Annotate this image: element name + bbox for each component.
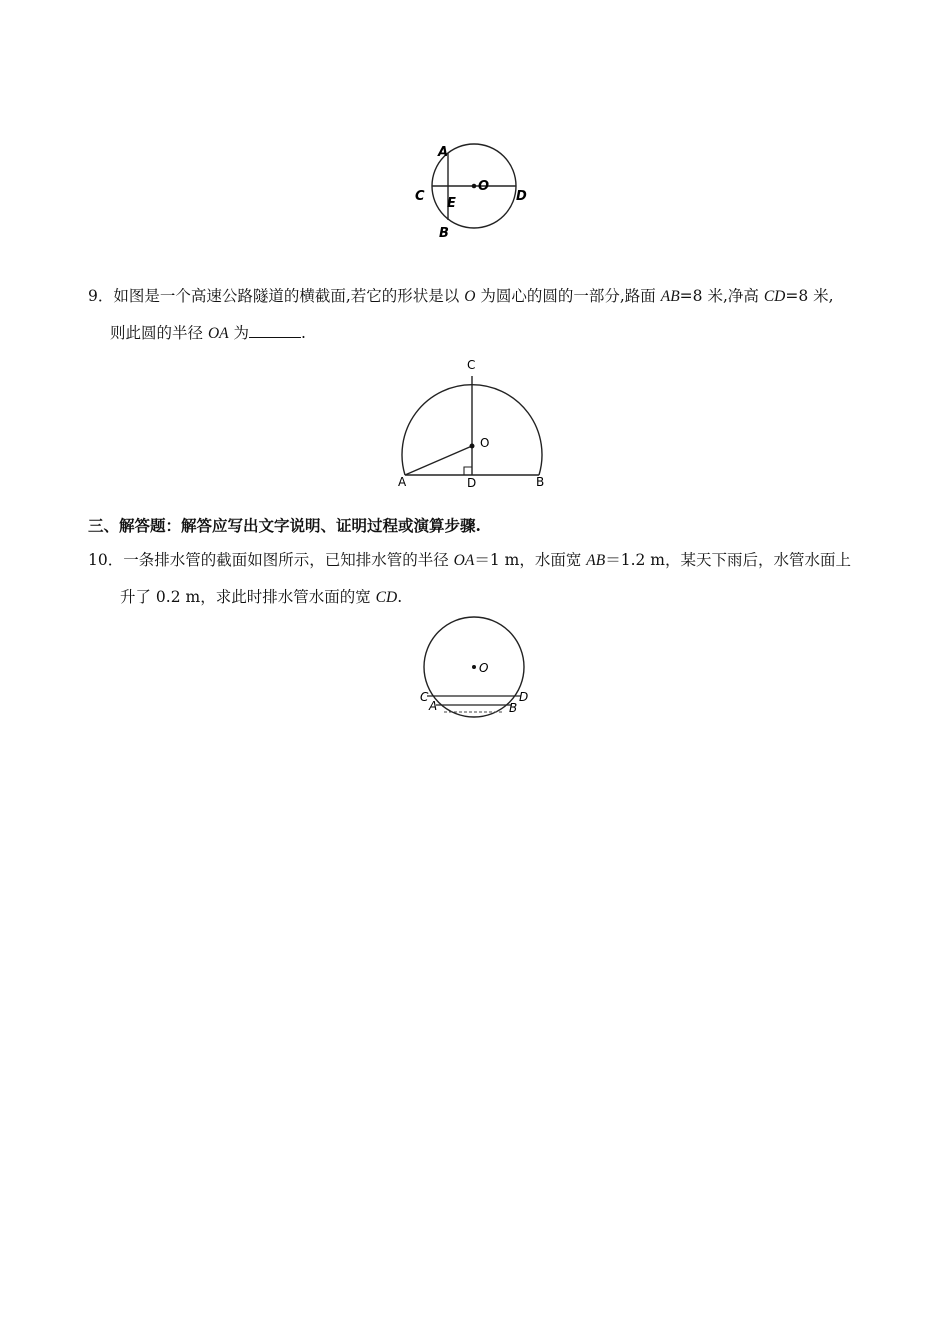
- question-9-line-2: [110, 322, 306, 345]
- label-o: O: [480, 436, 490, 450]
- label-c: C: [415, 189, 425, 204]
- q9-text-d: =8 米,: [785, 287, 834, 305]
- radius-oa: [405, 446, 472, 475]
- q10-text-b: ＝1 m，水面宽: [474, 551, 587, 569]
- q9-text-end: .: [301, 324, 306, 342]
- q9-text-e: 则此圆的半径: [110, 324, 208, 342]
- label-c: C: [467, 358, 476, 372]
- q9-text-c: =8 米,净高: [679, 287, 764, 305]
- q10-text-d: 升了 0.2 m，求此时排水管水面的宽: [120, 588, 376, 606]
- question-10-line-1: [88, 549, 851, 572]
- q10-text-a: 一条排水管的截面如图所示，已知排水管的半径: [123, 551, 454, 569]
- q10-text-c: ＝1.2 m，某天下雨后，水管水面上: [605, 551, 851, 569]
- figure-drain-pipe-cross-section: [410, 612, 540, 720]
- q10-var-cd: CD: [375, 589, 398, 606]
- figure-tunnel-cross-section: [395, 355, 555, 490]
- label-d: D: [519, 690, 529, 704]
- q9-var-o: O: [464, 288, 476, 305]
- center-point: [472, 665, 476, 669]
- label-b: B: [509, 701, 518, 715]
- q9-var-oa: OA: [207, 325, 229, 342]
- label-o: O: [478, 179, 490, 194]
- label-d: D: [516, 189, 527, 204]
- q9-var-cd: CD: [763, 288, 786, 305]
- label-b: B: [536, 475, 545, 489]
- q10-var-ab: AB: [586, 552, 606, 569]
- label-c: C: [420, 690, 429, 704]
- figure-circle-chord-ab-diameter-cd: [405, 138, 545, 244]
- center-point: [470, 444, 475, 449]
- center-point: [472, 184, 477, 189]
- label-a: A: [398, 475, 407, 489]
- section-3-heading: 三、解答题：解答应写出文字说明、证明过程或演算步骤.: [88, 516, 481, 535]
- label-o: O: [479, 661, 489, 675]
- answer-blank[interactable]: [249, 323, 301, 338]
- label-e: E: [447, 196, 456, 211]
- label-a: A: [429, 699, 438, 713]
- q10-var-oa: OA: [453, 552, 475, 569]
- question-10-line-2: [120, 586, 402, 609]
- label-d: D: [467, 476, 477, 490]
- question-10-number: 10．: [88, 551, 124, 569]
- q10-text-end: .: [397, 588, 403, 606]
- q9-text-b: 为圆心的圆的一部分,路面: [475, 287, 661, 305]
- q9-var-ab: AB: [660, 288, 680, 305]
- label-a: A: [438, 145, 449, 160]
- right-angle-mark: [464, 467, 472, 475]
- q9-text-a: 如图是一个高速公路隧道的横截面,若它的形状是以: [113, 287, 465, 305]
- label-b: B: [439, 226, 449, 241]
- q9-text-f: 为: [228, 324, 250, 342]
- question-9-number: 9．: [88, 287, 114, 305]
- question-9-line-1: [88, 285, 834, 308]
